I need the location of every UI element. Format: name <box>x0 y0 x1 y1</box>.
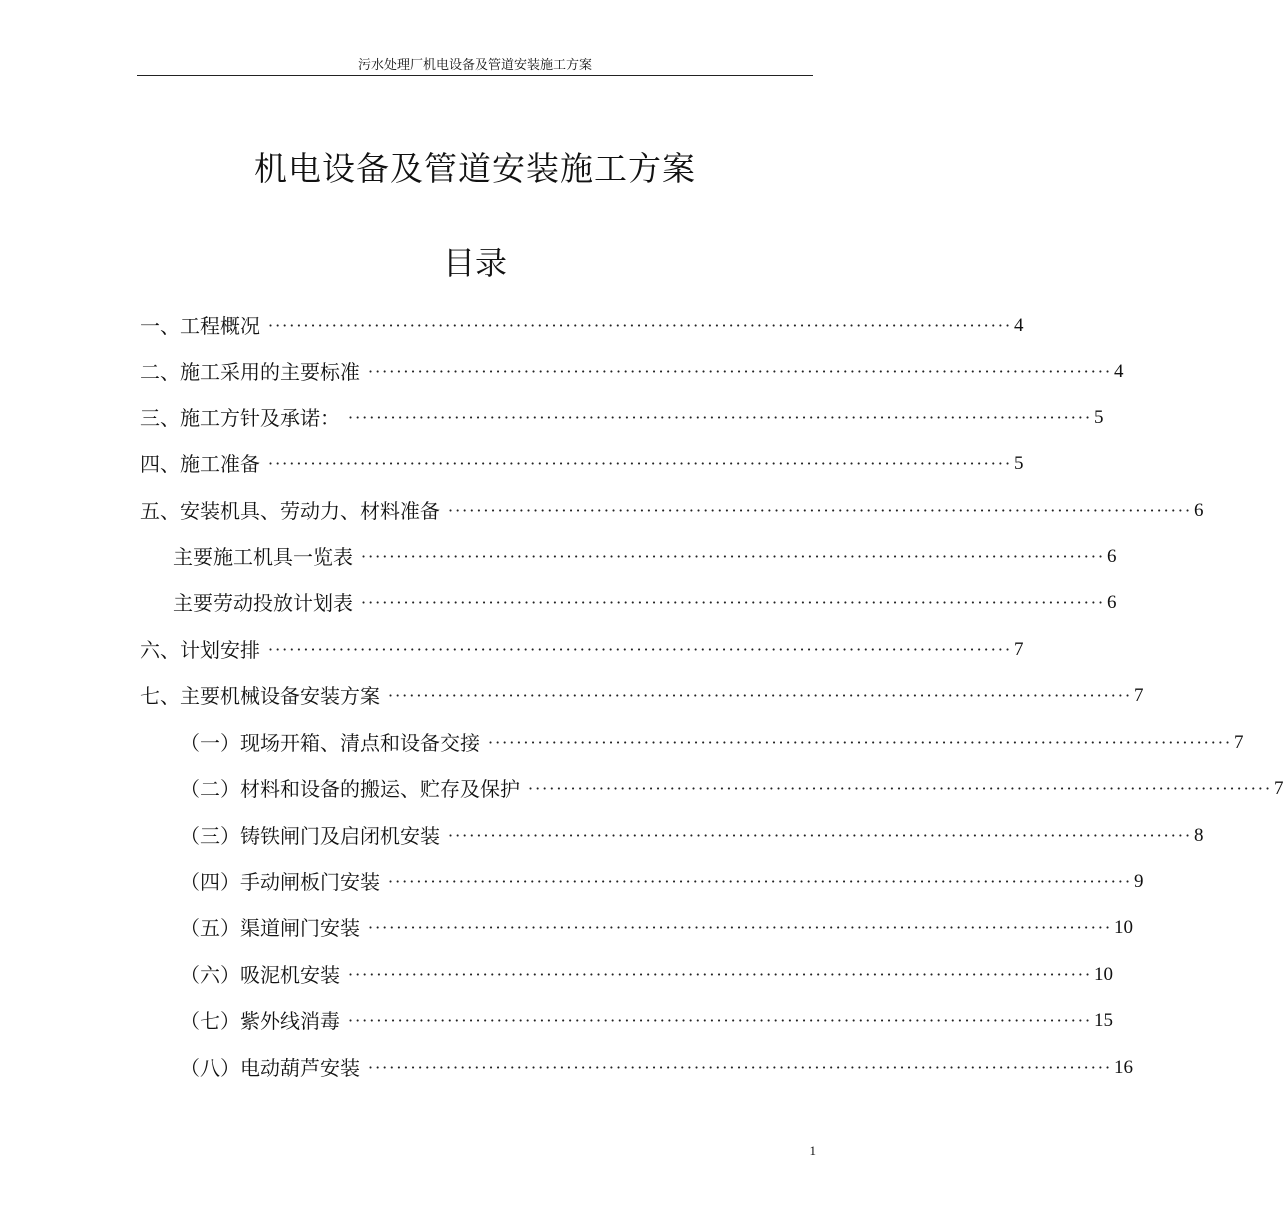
toc-entry[interactable] <box>140 497 1204 525</box>
toc-entry-label: （七）紫外线消毒 <box>180 1009 340 1033</box>
toc-dot-leader: ········································································································· <box>388 872 1133 891</box>
toc-entry-page: 6 <box>1107 546 1117 567</box>
toc-entry-label: 五、安装机具、劳动力、材料准备 <box>140 499 440 523</box>
toc-entry-label: （三）铸铁闸门及启闭机安装 <box>180 824 440 848</box>
toc-entry-page: 6 <box>1107 592 1117 613</box>
toc-entry-label: （八）电动葫芦安装 <box>180 1056 360 1080</box>
toc-dot-leader: ········································································································· <box>361 547 1106 566</box>
toc-entry-label: 四、施工准备 <box>140 452 260 476</box>
toc-dot-leader: ········································································································· <box>448 501 1193 520</box>
toc-dot-leader: ········································································································· <box>368 1058 1113 1077</box>
toc-entry[interactable] <box>140 358 1124 386</box>
toc-entry-page: 7 <box>1014 639 1024 660</box>
toc-dot-leader: ········································································································· <box>448 826 1193 845</box>
toc-entry-page: 4 <box>1014 315 1024 336</box>
toc-entry-page: 7 <box>1134 685 1144 706</box>
toc-entry-page: 16 <box>1114 1057 1134 1078</box>
toc-entry-label: （六）吸泥机安装 <box>180 963 340 987</box>
toc-dot-leader: ········································································································· <box>488 733 1233 752</box>
toc-entry[interactable] <box>180 729 1244 757</box>
toc-entry[interactable] <box>180 868 1144 896</box>
toc-entry[interactable] <box>173 543 1117 571</box>
toc-entry-page: 10 <box>1114 917 1134 938</box>
toc-dot-leader: ········································································································· <box>268 454 1013 473</box>
toc-entry-label: 六、计划安排 <box>140 638 260 662</box>
document-title: 机电设备及管道安装施工方案 <box>254 149 696 188</box>
toc-entry-label: 主要施工机具一览表 <box>173 545 353 569</box>
toc-entry-page: 6 <box>1194 500 1204 521</box>
toc-entry[interactable] <box>140 450 1024 478</box>
toc-entry-page: 4 <box>1114 361 1124 382</box>
header-rule <box>137 75 813 76</box>
toc-entry-page: 7 <box>1234 732 1244 753</box>
toc-entry-page: 15 <box>1094 1010 1114 1031</box>
toc-entry[interactable] <box>180 914 1134 942</box>
toc-entry-page: 10 <box>1094 964 1114 985</box>
toc-entry-page: 8 <box>1194 825 1204 846</box>
toc-entry-label: （四）手动闸板门安装 <box>180 870 380 894</box>
toc-entry[interactable] <box>173 589 1117 617</box>
toc-entry[interactable] <box>140 404 1104 432</box>
toc-entry[interactable] <box>180 822 1204 850</box>
toc-dot-leader: ········································································································· <box>348 1011 1093 1030</box>
toc-entry[interactable] <box>180 1007 1114 1035</box>
toc-dot-leader: ········································································································· <box>368 362 1113 381</box>
toc-entry-page: 5 <box>1094 407 1104 428</box>
toc-entry-label: 二、施工采用的主要标准 <box>140 360 360 384</box>
toc-dot-leader: ········································································································· <box>361 593 1106 612</box>
toc-entry-label: 主要劳动投放计划表 <box>173 591 353 615</box>
toc-dot-leader: ········································································································· <box>268 316 1013 335</box>
toc-entry-page: 5 <box>1014 453 1024 474</box>
toc-entry[interactable] <box>140 682 1144 710</box>
toc-entry-label: （一）现场开箱、清点和设备交接 <box>180 731 480 755</box>
toc-entry-label: （二）材料和设备的搬运、贮存及保护 <box>180 777 520 801</box>
toc-entry[interactable] <box>180 775 1284 803</box>
toc-entry-page: 9 <box>1134 871 1144 892</box>
toc-dot-leader: ········································································································· <box>348 408 1093 427</box>
toc-entry[interactable] <box>140 312 1024 340</box>
toc-entry-label: 三、施工方针及承诺： <box>140 406 340 430</box>
toc-entry-label: 一、工程概况 <box>140 314 260 338</box>
toc-entry-label: 七、主要机械设备安装方案 <box>140 684 380 708</box>
toc-entry[interactable] <box>180 961 1114 989</box>
toc-dot-leader: ········································································································· <box>348 965 1093 984</box>
toc-heading: 目录 <box>442 244 507 282</box>
page-number: 1 <box>809 1143 816 1158</box>
toc-dot-leader: ········································································································· <box>528 779 1273 798</box>
toc-dot-leader: ········································································································· <box>368 918 1113 937</box>
toc-entry[interactable] <box>180 1054 1134 1082</box>
running-header: 污水处理厂机电设备及管道安装施工方案 <box>357 58 592 73</box>
toc-dot-leader: ········································································································· <box>388 686 1133 705</box>
toc-dot-leader: ········································································································· <box>268 640 1013 659</box>
toc-entry-label: （五）渠道闸门安装 <box>180 916 360 940</box>
toc-entry-page: 7 <box>1274 778 1284 799</box>
toc-entry[interactable] <box>140 636 1024 664</box>
